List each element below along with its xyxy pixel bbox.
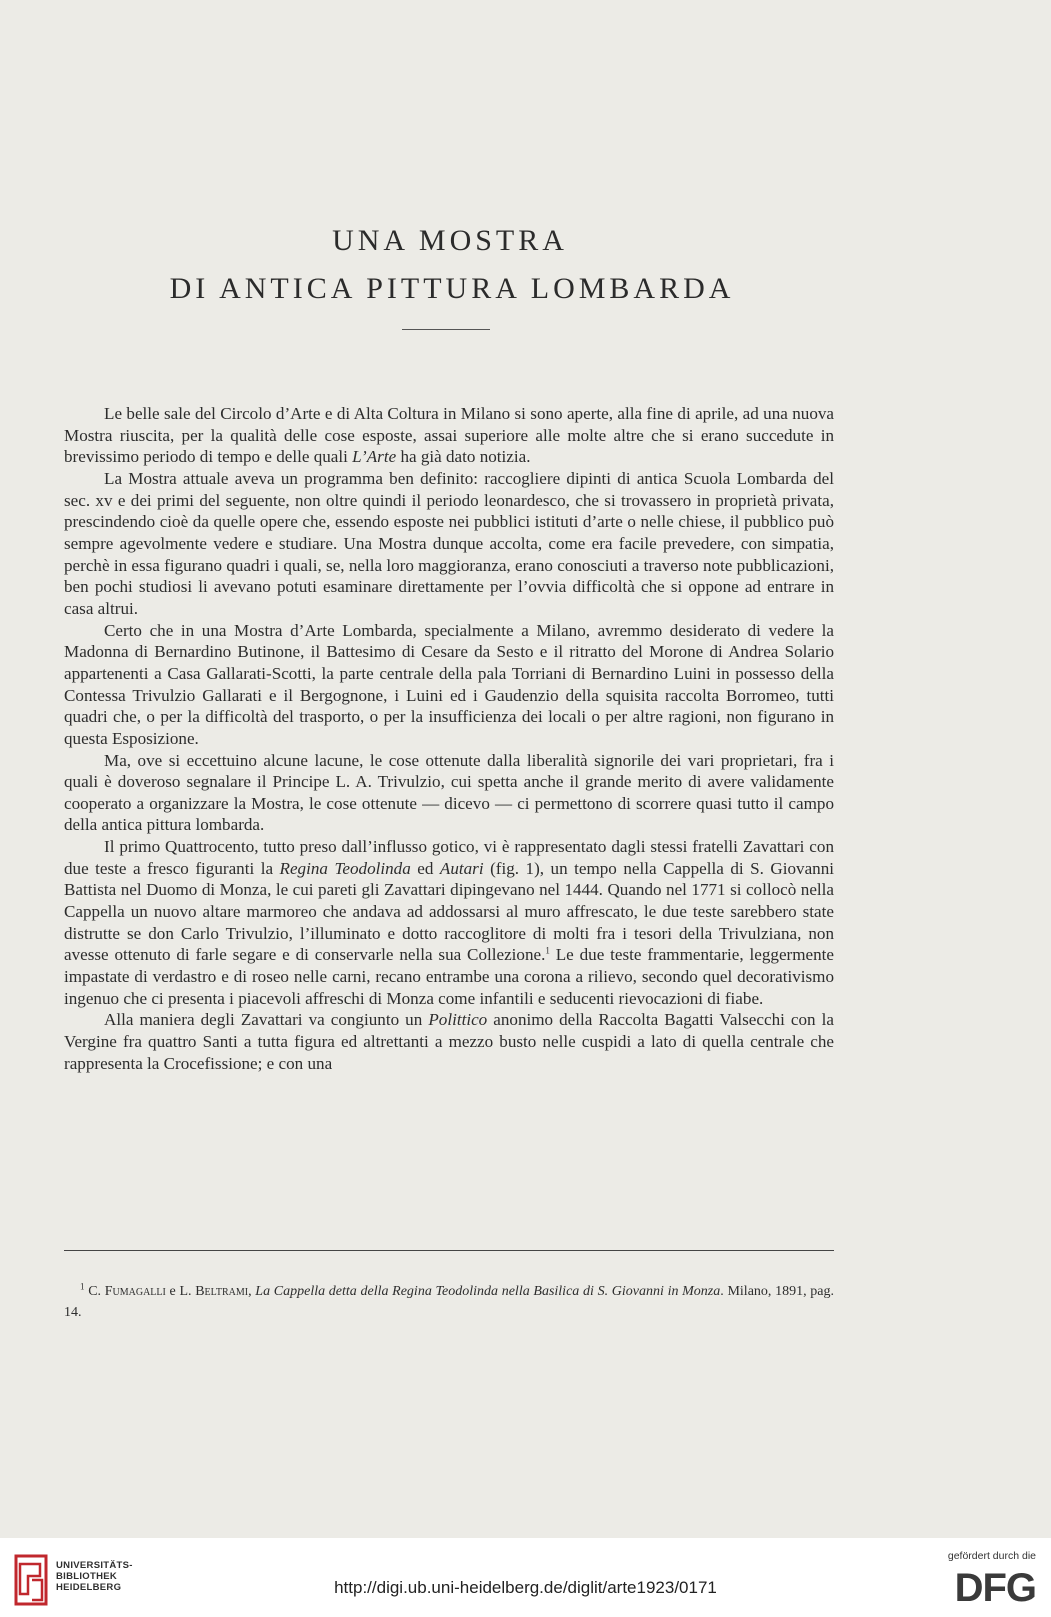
funding-credit: gefördert durch die (947, 1550, 1036, 1562)
library-name-line-3: HEIDELBERG (56, 1582, 122, 1593)
paragraph-5-text-3: (fig. 1), un tempo nella Cappella di S. Giovanni Battista nel Duomo di Monza, le cui pareti gli Zavattari dipingevano nel 1444. Quando nel 1771 si collocò nella Cappella un nuovo altare marmoreo che andava ad addossarsi al muro affrescato, le due teste sarebbero state distrutte se don Carlo Trivulzio, l’illuminato e dotto raccoglitore di molti fra i tesori della Trivulziana, non avesse ottenuto di farle segare e di conservarle nella sua Collezione. (64, 858, 835, 965)
footnote-work-title: La Cappella detta della Regina Teodolinda nella Basilica di S. Giovanni in Monza (255, 1284, 721, 1299)
dfg-logo: DFG (954, 1566, 1036, 1610)
paragraph-1 (64, 403, 834, 468)
work-title-italic: Regina Teodolinda (279, 858, 411, 878)
paragraph-1-text: Le belle sale del Circolo d’Arte e di Alta Coltura in Milano si sono aperte, alla fine di aprile, ad una nuova Mostra riuscita, per la qualità delle cose esposte, assai superiore alle molte altre che si erano succedute in brevissimo periodo di tempo e delle quali (64, 404, 834, 467)
digitization-footer (0, 1538, 1051, 1617)
journal-name-italic: L’Arte (352, 447, 397, 467)
permalink-url[interactable]: http://digi.ub.uni-heidelberg.de/diglit/arte1923/0171 (334, 1578, 717, 1597)
paragraph-1-text-end: ha già dato notizia. (396, 447, 531, 467)
paragraph-5-text-2: ed (410, 858, 440, 878)
paragraph-6-text: Alla maniera degli Zavattari va congiunto un (104, 1010, 429, 1030)
work-title-italic-2: Autari (439, 858, 484, 878)
footnote-divider (64, 1250, 834, 1251)
paragraph-3: Certo che in una Mostra d’Arte Lombarda, specialmente a Milano, avremmo desiderato di vedere la Madonna di Bernardino Butinone, il Battesimo di Cesare da Sesto e il ritratto del Morone di Andrea Solario appartenenti a Casa Gallarati-Scotti, la parte centrale della pala Torriani di Bernardino Luini in possesso della Contessa Trivulzio Gallarati e il Bergognone, i Luini ed i Gaudenzio della squisita raccolta Borromeo, tutti quadri che, o per la difficoltà del trasporto, o per la insufficienza dei locali o per altre ragioni, non figurano in questa Esposizione. (64, 620, 834, 748)
library-name-line-1: UNIVERSITÄTS- (56, 1560, 133, 1571)
article-body (64, 403, 834, 1074)
footnote-separator: , (248, 1284, 256, 1299)
paragraph-4: Ma, ove si eccettuino alcune lacune, le cose ottenute dalla liberalità signorile dei vari proprietari, fra i quali è doveroso segnalare il Principe L. A. Trivulzio, cui spetta anche il grande merito di avere validamente cooperato a organizzare la Mostra, le cose ottenute — dicevo — ci permettono di scorrere quasi tutto il campo della antica pittura lombarda. (64, 750, 834, 835)
paragraph-5-text-4: Le due teste frammentarie, leggermente impastate di verdastro e di roseo nelle carni, recano entrambe una corona a rilievo, secondo quel decorativismo ingenuo che ci presenta i piacevoli affreschi di Monza come infantili e seducenti rievocazioni di fiabe. (64, 945, 834, 1008)
paragraph-5 (64, 836, 834, 1009)
footnote (64, 1281, 834, 1323)
footnote-publication: . Milano, 1891, pag. 14. (64, 1284, 835, 1320)
paragraph-6 (64, 1009, 834, 1074)
paragraph-5-text: Il primo Quattrocento, tutto preso dall’influsso gotico, vi è rappresentato dagli stessi fratelli Zavattari con due teste a fresco figuranti la (64, 837, 834, 878)
footnote-author-2: L. Beltrami (179, 1284, 249, 1299)
work-title-italic-3: Polittico (428, 1010, 488, 1030)
footnote-reference[interactable]: 1 (545, 945, 550, 956)
paragraph-6-text-2: anonimo della Raccolta Bagatti Valsecchi con la Vergine fra quattro Santi a tutta figura ed altrettanti a mezzo busto nelle cuspidi a lato di quella centrale che rappresenta la Crocefissione; e con una (64, 1010, 834, 1073)
footnote-author-1: C. Fumagalli (88, 1284, 166, 1299)
footnote-conjunction: e (165, 1284, 180, 1299)
footnote-mark: 1 (80, 1281, 85, 1292)
article-title-line-2: DI ANTICA PITTURA LOMBARDA (169, 272, 735, 305)
article-title-line-1: UNA MOSTRA (332, 224, 568, 257)
paragraph-2: La Mostra attuale aveva un programma ben definito: raccogliere dipinti di antica Scuola Lombarda del sec. xv e dei primi del seguente, non oltre quindi il periodo leonardesco, che si trovassero in proprietà privata, prescindendo cioè da quelle opere che, essendo esposte nei pubblici istituti d’arte o nelle chiese, il pubblico può sempre agevolmente vedere e studiare. Una Mostra dunque accolta, come era facile prevedere, con simpatia, perchè in essa figurano quadri i quali, se, nella loro maggioranza, erano conosciuti a traverso note pubblicazioni, ben pochi studiosi li avevano potuti esaminare direttamente per l’ovvia difficoltà che si oppone ad entrare in casa altrui. (64, 468, 834, 618)
library-name-line-2: BIBLIOTHEK (56, 1571, 118, 1582)
title-divider (402, 329, 490, 330)
